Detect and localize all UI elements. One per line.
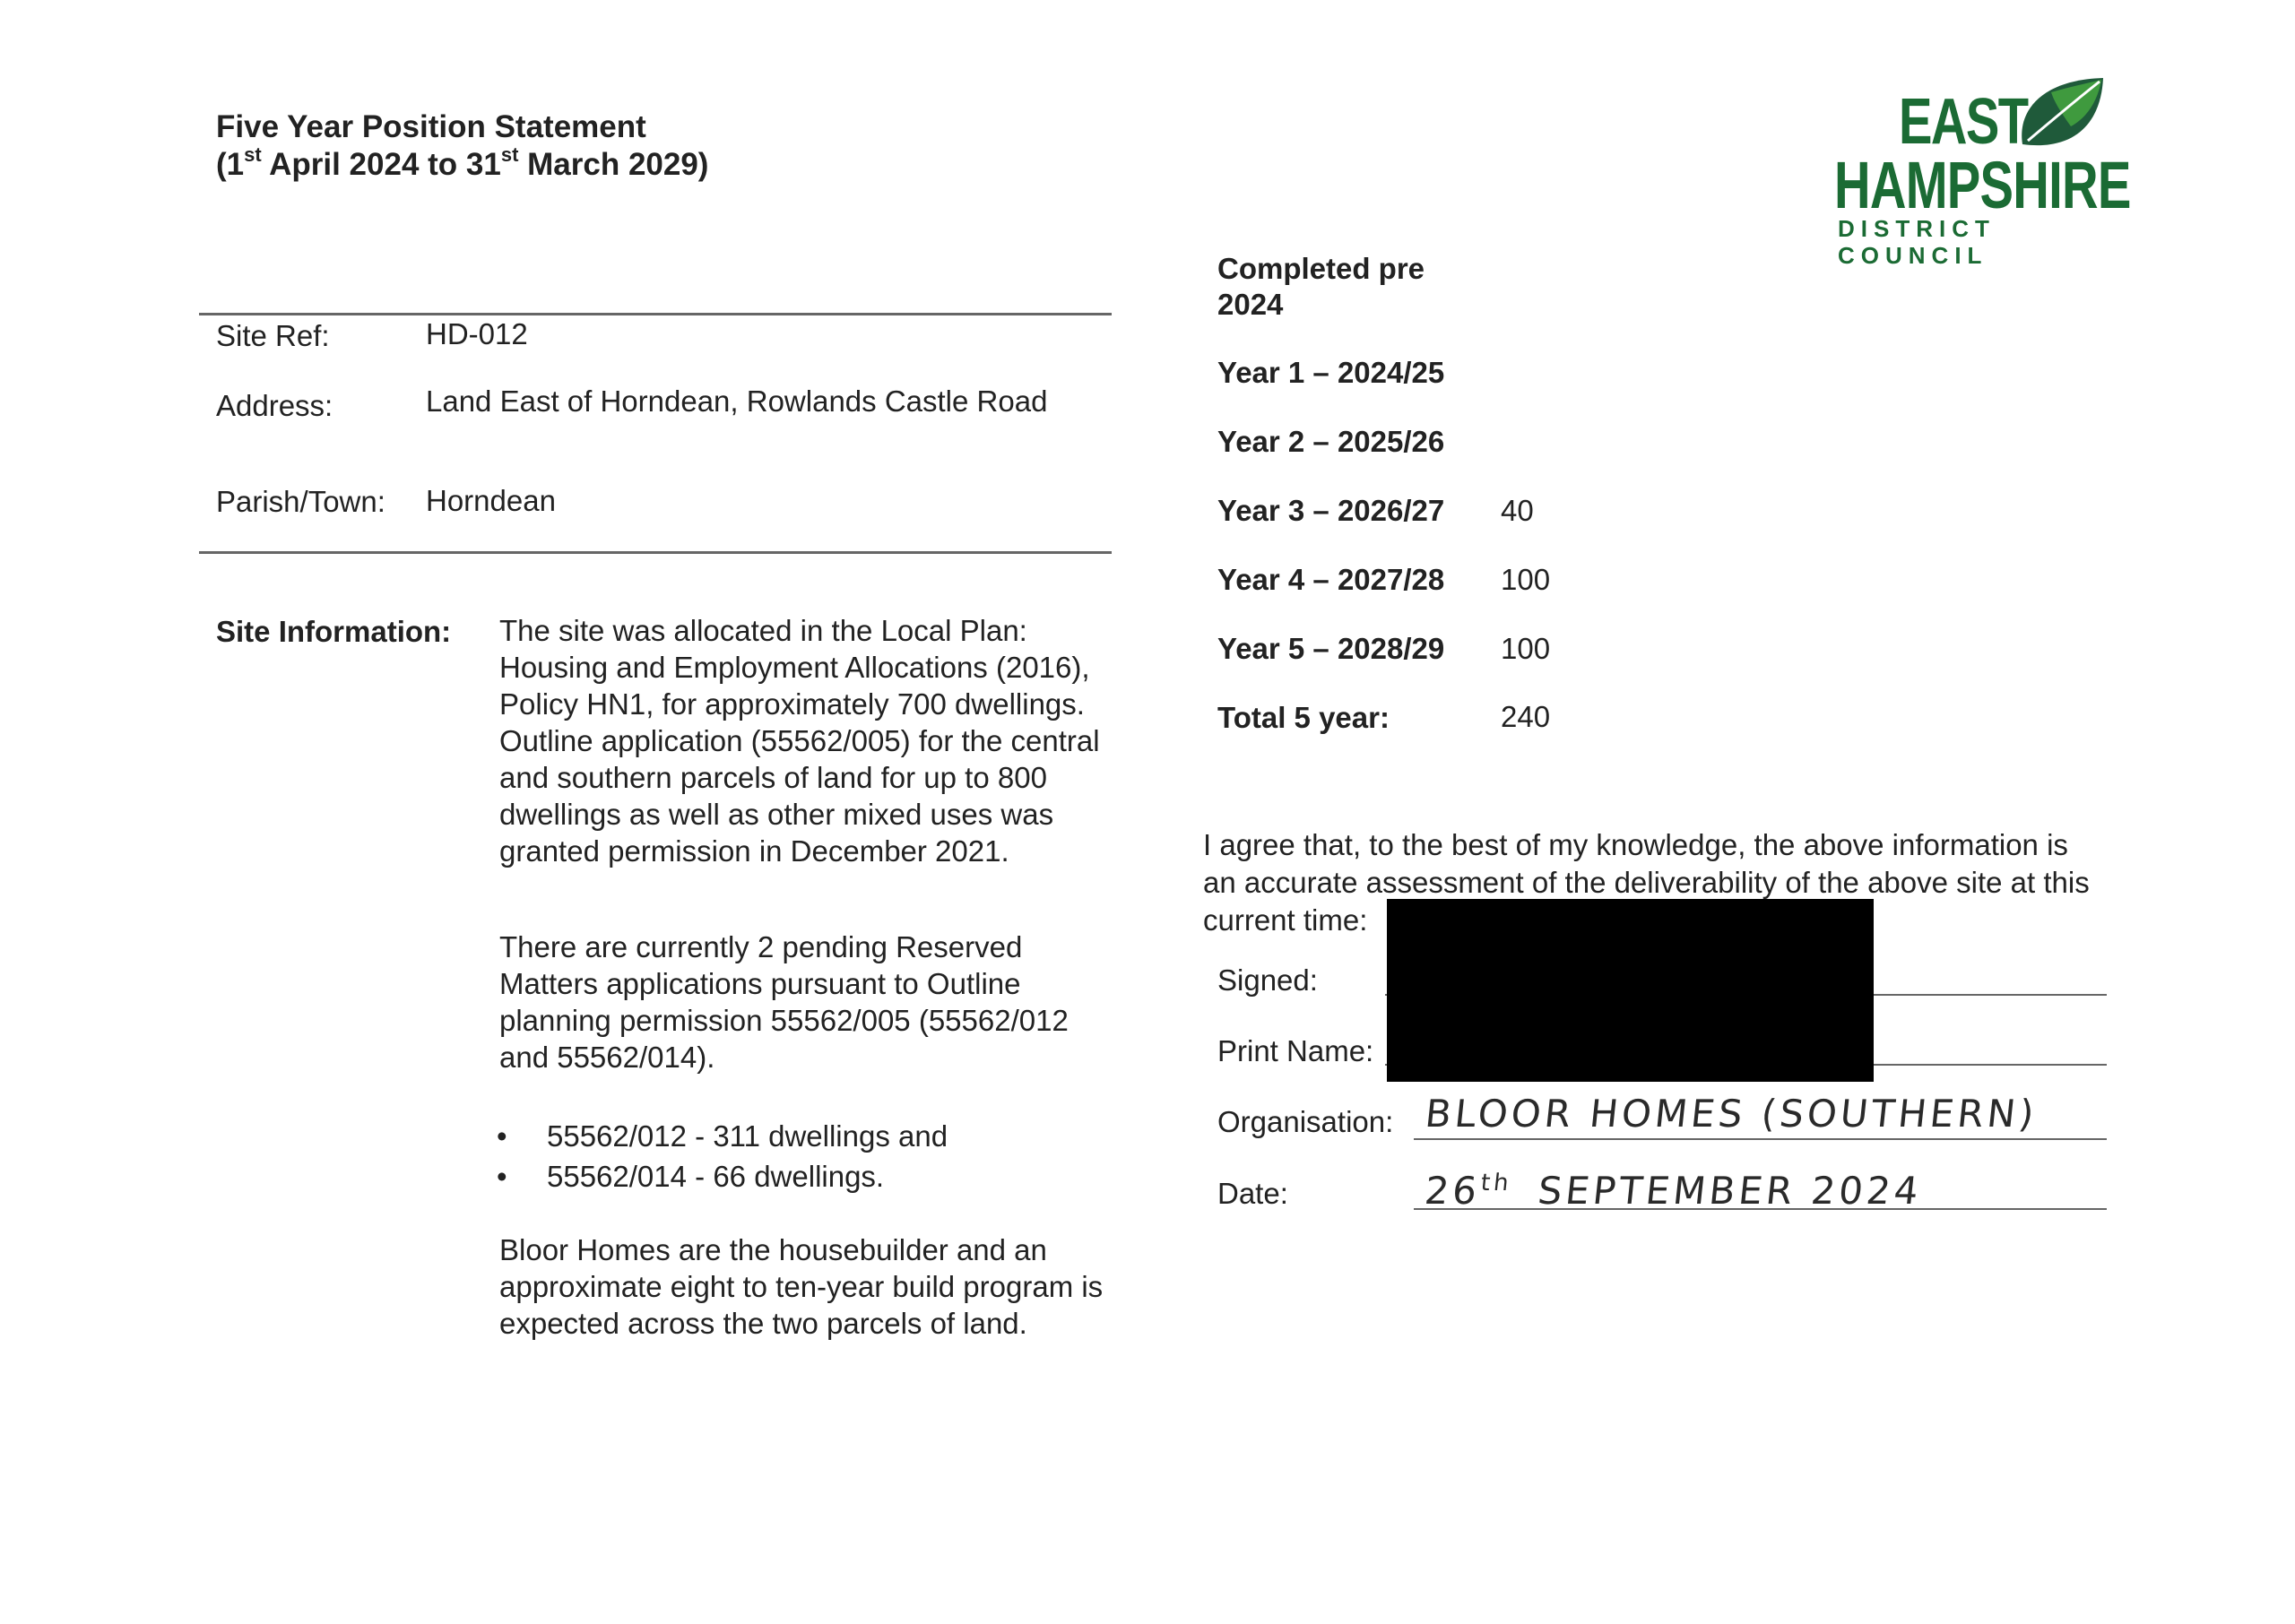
year-4-label: Year 4 – 2027/28 [1217,563,1445,596]
date-label: Date: [1217,1177,1288,1210]
year-4-value: 100 [1501,563,1551,596]
year-5-value: 100 [1501,632,1551,665]
year-5-label: Year 5 – 2028/29 [1217,632,1445,665]
signed-label: Signed: [1217,963,1318,997]
date-sup: th [1479,1170,1514,1196]
list-item-text: 55562/014 - 66 dwellings. [547,1160,885,1193]
list-item [497,1156,948,1196]
leaf-icon [2015,74,2109,157]
logo-district-council: DISTRICT COUNCIL [1838,215,1996,269]
date-handwritten [1423,1161,1925,1214]
title-sup: st [500,143,519,167]
application-list [497,1116,948,1196]
site-info-paragraph-3: Bloor Homes are the housebuilder and an approximate eight to ten-year build program is expected across the two parcels of land. [499,1233,1104,1340]
site-info-paragraph-1: The site was allocated in the Local Plan: Housing and Employment Allocations (2016), Policy HN1, for approximately 700 dwellings. Outline application (55562/005) for the central and southern parcels of land for up to 800 dwellings as well as other mixed uses was granted permission in December 2021. [499,614,1100,868]
total-label: Total 5 year: [1217,701,1390,734]
parish-value: Horndean [426,484,556,517]
organisation-line [1414,1138,2107,1140]
completed-line-1: Completed pre [1217,252,1425,285]
organisation-handwritten: BLOOR HOMES (SOUTHERN) [1423,1092,2040,1136]
organisation-label: Organisation: [1217,1105,1394,1138]
site-ref-label: Site Ref: [216,319,330,352]
site-ref-value: HD-012 [426,317,528,350]
declaration-line-2: an accurate assessment of the deliverability of the above site at this [1203,866,2090,899]
document-title [216,108,708,184]
declaration-line-1: I agree that, to the best of my knowledge, the above information is [1203,828,2068,861]
year-1-label: Year 1 – 2024/25 [1217,356,1445,389]
title-part: April 2024 to 31 [261,147,501,182]
site-information-label: Site Information: [216,615,452,648]
year-3-value: 40 [1501,494,1534,527]
title-part: (1 [216,147,245,182]
address-label: Address: [216,389,333,422]
bullet-icon: • [497,1160,507,1193]
date-rest: SEPTEMBER 2024 [1536,1169,1925,1213]
title-part: March 2029) [518,147,709,182]
list-item-text: 55562/012 - 311 dwellings and [547,1119,948,1153]
date-line [1414,1208,2107,1210]
list-item [497,1116,948,1156]
divider-top [199,313,1112,315]
completed-pre-label [1217,251,1425,323]
parish-label: Parish/Town: [216,485,385,518]
council-logo [1829,70,2131,269]
address-value: Land East of Horndean, Rowlands Castle Road [426,384,1048,418]
completed-line-2: 2024 [1217,288,1284,321]
site-info-paragraph-2: There are currently 2 pending Reserved Matters applications pursuant to Outline planning permission 55562/005 (55562/012 and 55562/014). [499,930,1069,1074]
year-2-label: Year 2 – 2025/26 [1217,425,1445,458]
year-3-label: Year 3 – 2026/27 [1217,494,1445,527]
logo-hampshire: HAMPSHIRE [1834,148,2131,222]
redaction-block [1387,899,1874,1082]
divider-bottom [199,551,1112,554]
logo-east: EAST [1899,86,2028,158]
total-value: 240 [1501,700,1551,733]
print-name-label: Print Name: [1217,1034,1374,1067]
title-sup: st [244,143,262,167]
declaration-line-3: current time: [1203,903,1368,937]
bullet-icon: • [497,1119,507,1153]
title-line-1: Five Year Position Statement [216,109,646,144]
title-line-2 [216,143,709,184]
date-day: 26 [1423,1169,1483,1213]
